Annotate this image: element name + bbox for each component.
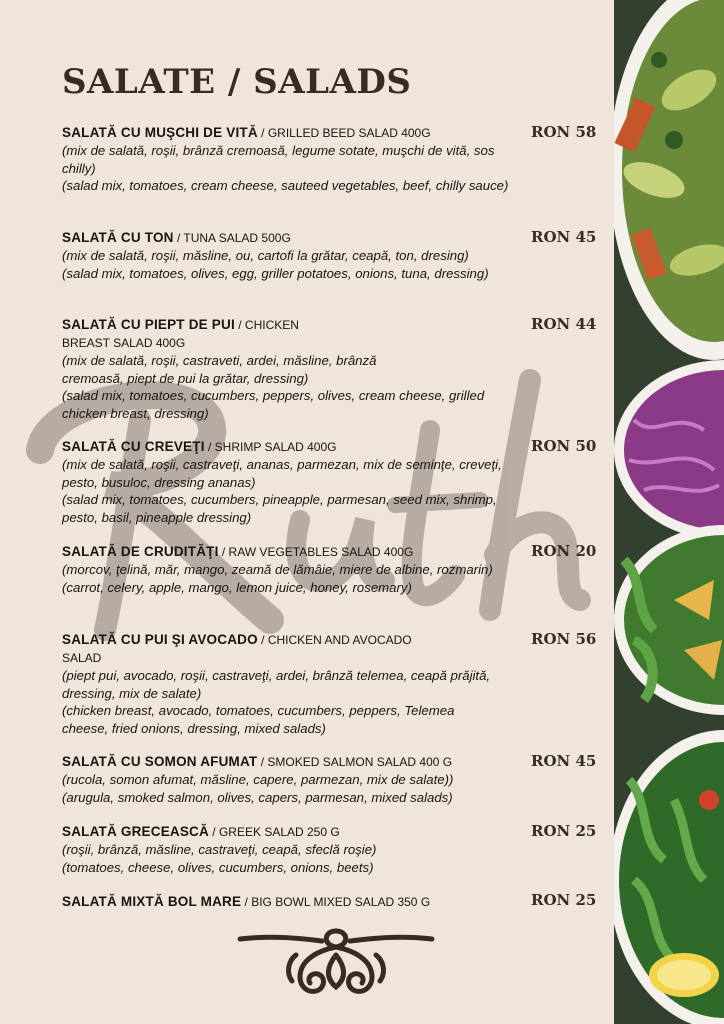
item-heading	[62, 631, 422, 667]
item-description-en: (tomatoes, cheese, olives, cucumbers, onions, beets)	[62, 859, 374, 875]
item-heading	[62, 893, 602, 911]
item-english-name: / CHICKEN BREAST SALAD 400G	[62, 318, 299, 350]
item-description-en: (salad mix, tomatoes, cream cheese, sauteed vegetables, beef, chilly sauce)	[62, 178, 509, 193]
item-description-ro: (mix de salată, roşii, castraveţi, ananas, parmezan, mix de seminţe, creveţi, pesto, busuloc, dressing ananas)	[62, 457, 502, 490]
item-heading	[62, 543, 602, 561]
item-name: SALATĂ CU TON	[62, 230, 174, 245]
item-heading	[62, 753, 602, 771]
item-description-ro: (mix de salată, roşii, măsline, ou, cartofi la grătar, ceapă, ton, dresing)	[62, 248, 469, 263]
menu-item	[62, 631, 602, 737]
item-name: SALATĂ CU PUI ŞI AVOCADO	[62, 632, 258, 647]
item-heading	[62, 823, 602, 841]
item-price: RON 25	[531, 891, 597, 909]
item-price: RON 45	[531, 228, 597, 246]
item-english-name: / GRILLED BEED SALAD 400G	[257, 126, 431, 140]
item-description-en: (chicken breast, avocado, tomatoes, cucumbers, peppers, Telemea cheese, fried onions, dressing, mixed salads)	[62, 703, 455, 736]
item-english-name: / BIG BOWL MIXED SALAD 350 G	[241, 895, 431, 909]
item-price: RON 20	[531, 542, 597, 560]
salad-bowls-photo	[614, 0, 724, 1024]
item-english-name: / SMOKED SALMON SALAD 400 G	[257, 755, 453, 769]
item-price: RON 44	[531, 315, 597, 333]
item-heading	[62, 316, 322, 352]
item-description-ro: (roşii, brânză, măsline, castraveţi, ceapă, sfeclă roşie)	[62, 842, 377, 857]
item-english-name: / GREEK SALAD 250 G	[208, 825, 340, 839]
item-name: SALATĂ CU CREVEŢI	[62, 439, 205, 454]
menu-item	[62, 753, 602, 806]
page-title: SALATE / SALADS	[62, 62, 412, 102]
item-price: RON 50	[531, 437, 597, 455]
item-price: RON 45	[531, 752, 597, 770]
item-english-name: / TUNA SALAD 500G	[173, 231, 291, 245]
item-name: SALATĂ CU PIEPT DE PUI	[62, 317, 235, 332]
item-description-ro: (mix de salată, roşii, brânză cremoasă, legume sotate, muşchi de vită, sos chilly)	[62, 143, 495, 176]
item-name: SALATĂ GRECEASCĂ	[62, 824, 209, 839]
item-price: RON 56	[531, 630, 597, 648]
item-name: SALATĂ DE CRUDITĂŢI	[62, 544, 219, 559]
ornament-art	[236, 925, 436, 1000]
item-description-en: (carrot, celery, apple, mango, lemon juice, honey, rosemary)	[62, 579, 412, 595]
menu-item	[62, 438, 602, 526]
item-description-en: (salad mix, tomatoes, olives, egg, griller potatoes, onions, tuna, dressing)	[62, 265, 489, 281]
item-price: RON 25	[531, 822, 597, 840]
item-english-name: / RAW VEGETABLES SALAD 400G	[218, 545, 414, 559]
item-description-ro: (morcov, ţelină, măr, mango, zeamă de lămâie, miere de albine, rozmarin)	[62, 562, 493, 577]
menu-item	[62, 229, 602, 282]
item-heading	[62, 124, 602, 142]
item-description-ro: (piept pui, avocado, roşii, castraveţi, ardei, brânză telemea, ceapă prăjită, dressing, mix de salate)	[62, 668, 491, 701]
item-name: SALATĂ MIXTĂ BOL MARE	[62, 894, 242, 909]
menu-item	[62, 893, 602, 911]
item-description-ro: (mix de salată, roşii, castraveti, ardei, măsline, brânză cremoasă, piept de pui la grătar, dressing)	[62, 353, 377, 386]
item-english-name: / SHRIMP SALAD 400G	[204, 440, 337, 454]
item-description-en: (arugula, smoked salmon, olives, capers, parmesan, mixed salads)	[62, 789, 453, 805]
item-english-name: / CHICKEN AND AVOCADO SALAD	[62, 633, 412, 665]
item-name: SALATĂ CU MUŞCHI DE VITĂ	[62, 125, 258, 140]
item-description-ro: (rucola, somon afumat, măsline, capere, parmezan, mix de salate))	[62, 772, 454, 787]
menu-item	[62, 316, 602, 422]
photo-art	[614, 0, 724, 1024]
swirl-ornament-icon	[236, 925, 436, 1000]
item-heading	[62, 229, 602, 247]
item-name: SALATĂ CU SOMON AFUMAT	[62, 754, 258, 769]
menu-item	[62, 823, 602, 876]
menu-item	[62, 124, 602, 195]
menu-item	[62, 543, 602, 596]
item-description-en: (salad mix, tomatoes, cucumbers, pineapple, parmesan, seed mix, shrimp, pesto, basil, pineapple dressing)	[62, 492, 497, 525]
item-description-en: (salad mix, tomatoes, cucumbers, peppers, olives, cream cheese, grilled chicken breast, dressing)	[62, 388, 485, 421]
item-price: RON 58	[531, 123, 597, 141]
item-heading	[62, 438, 602, 456]
